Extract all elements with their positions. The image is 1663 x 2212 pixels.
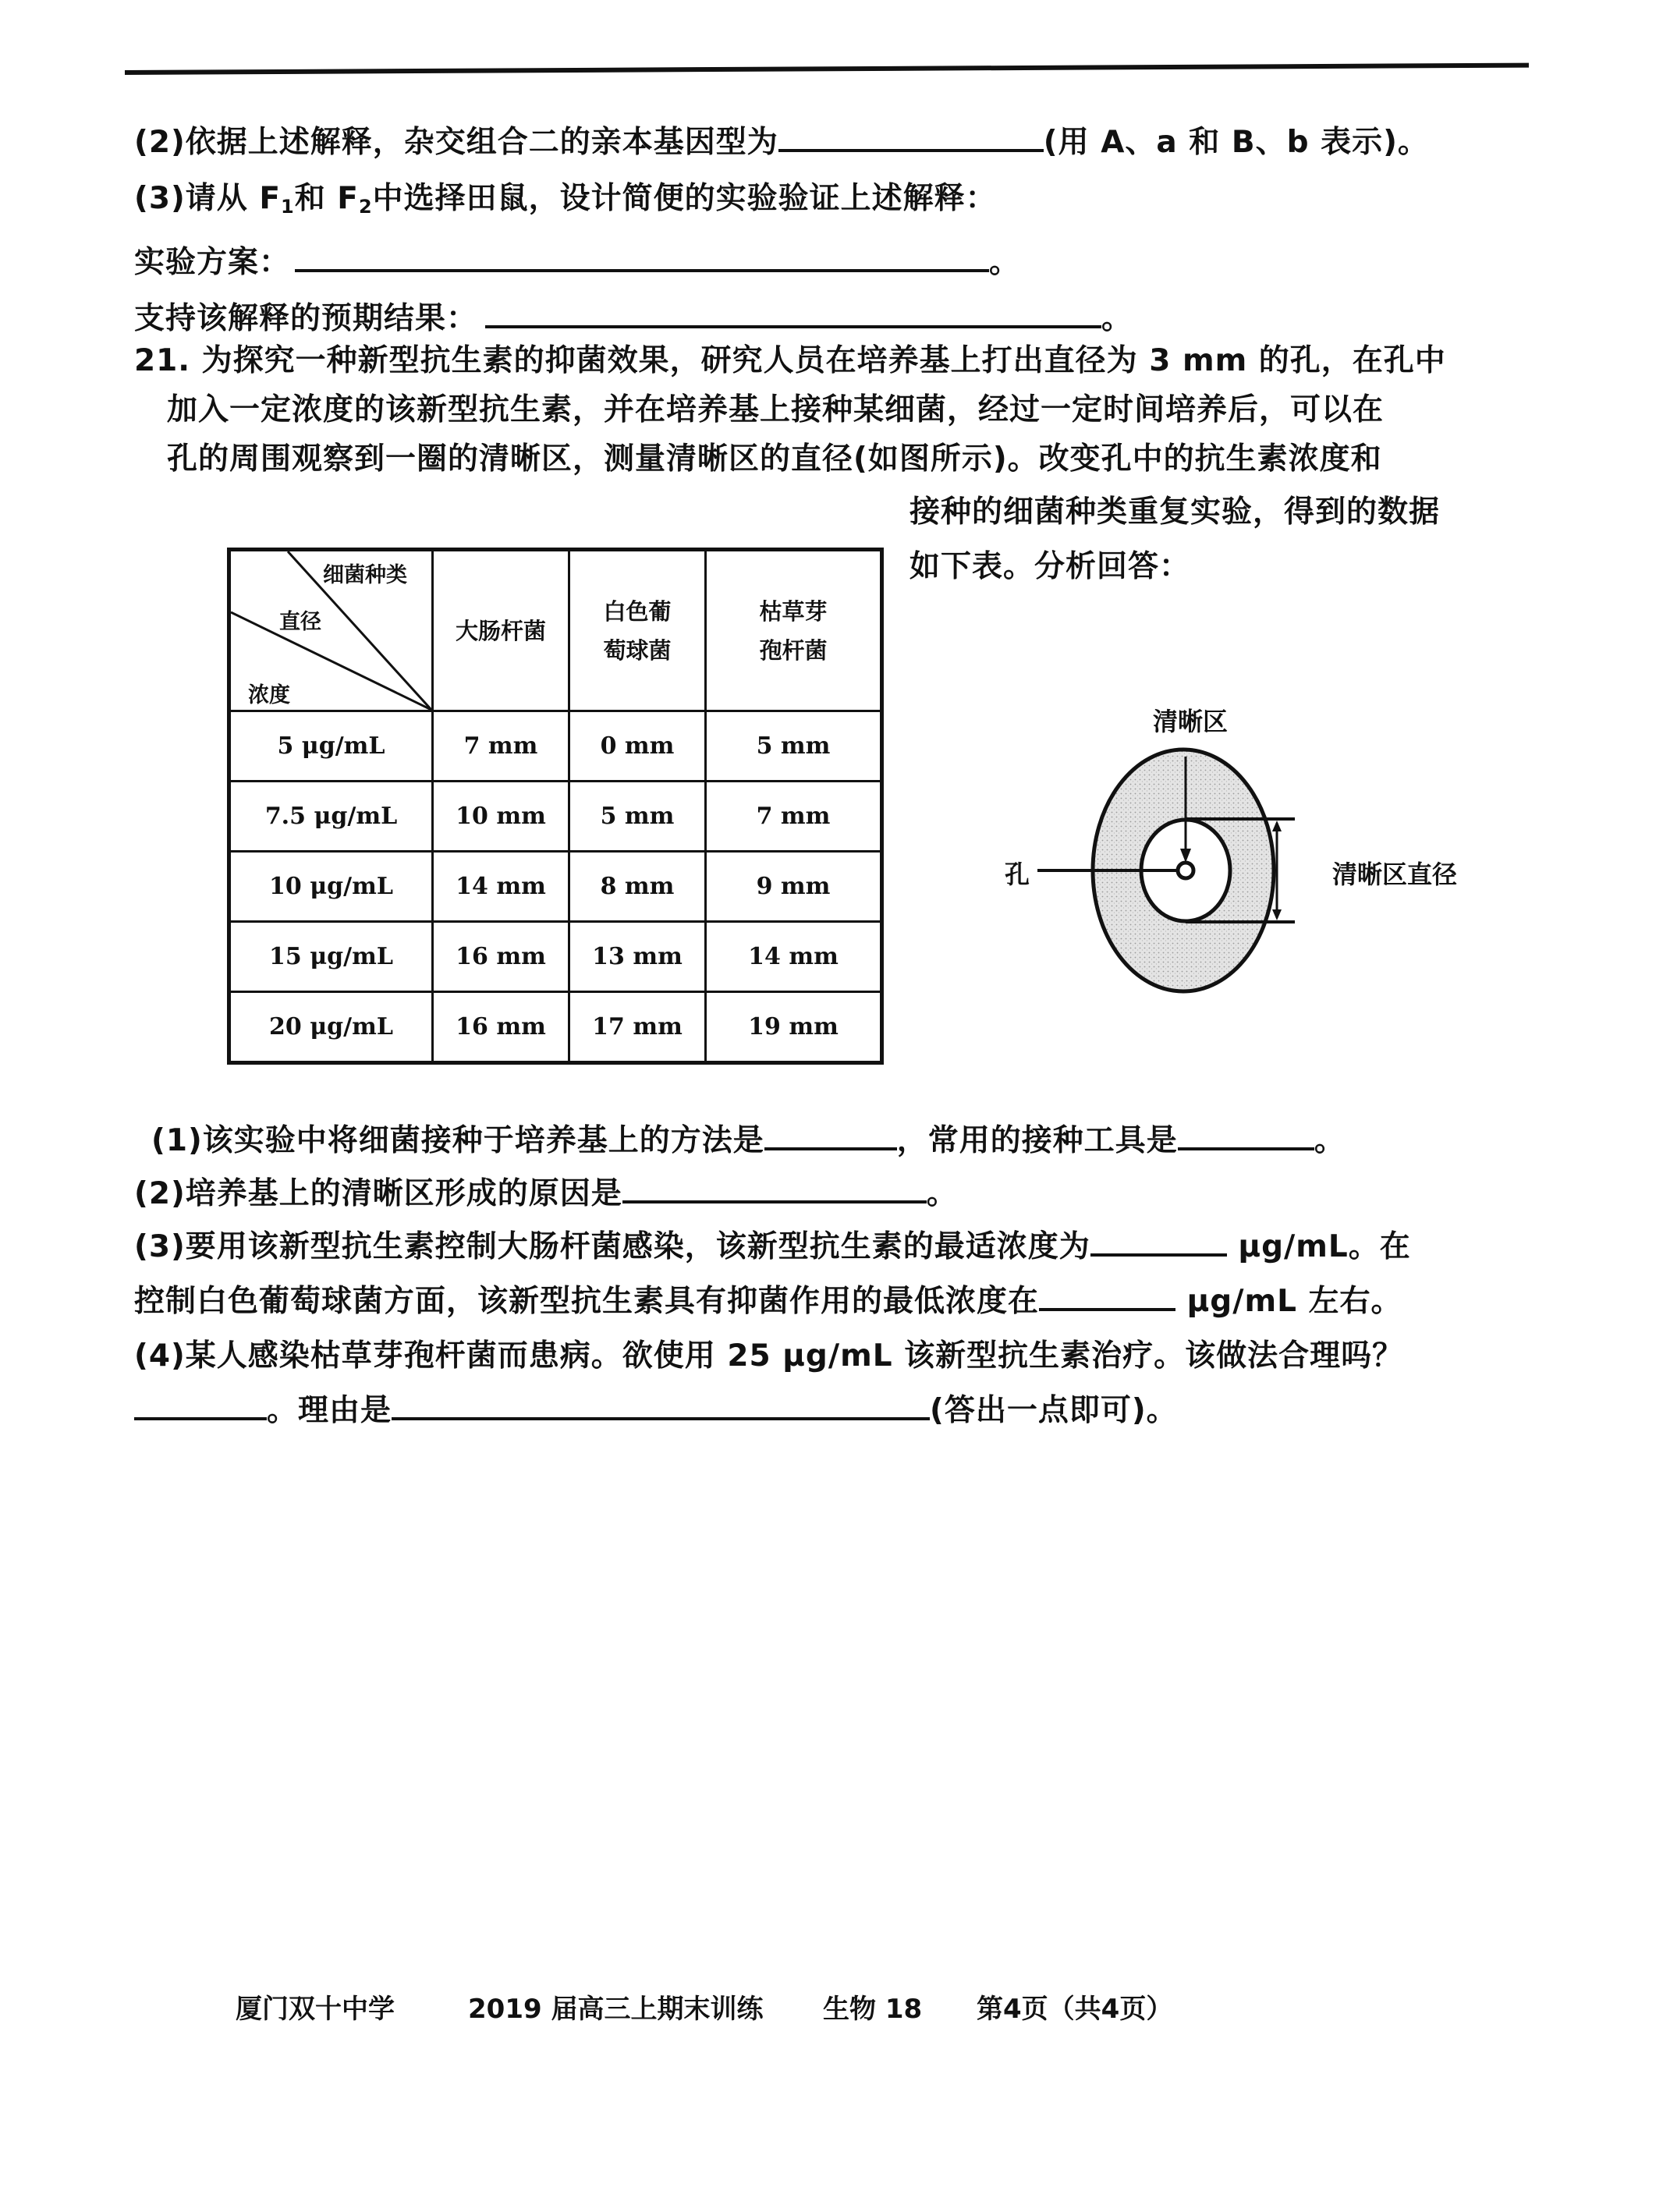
q21-sub1-text: (1)该实验中将细菌接种于培养基上的方法是 — [151, 1123, 764, 1158]
period: 。 — [1314, 1123, 1346, 1158]
answer-blank[interactable] — [1090, 1230, 1227, 1257]
table-header-row — [229, 550, 882, 711]
table-cell: 19 mm — [706, 992, 882, 1063]
table-cell: 5 mm — [569, 782, 706, 852]
table-cell: 9 mm — [706, 852, 882, 922]
q21-sub3-line1 — [134, 1229, 1411, 1265]
row-concentration: 7.5 μg/mL — [229, 782, 433, 852]
table-corner-cell — [229, 550, 433, 711]
footer-school: 厦门双十中学 — [236, 1994, 395, 2025]
answer-blank[interactable] — [778, 126, 1044, 152]
answer-blank[interactable] — [485, 302, 1101, 328]
q20-part3-suffix: 中选择田鼠，设计简便的实验验证上述解释： — [372, 181, 997, 216]
table-cell: 14 mm — [706, 922, 882, 992]
column-header — [706, 550, 882, 711]
footer-subject: 生物 18 — [823, 1994, 923, 2025]
q21-intro-line: 孔的周围观察到一圈的清晰区，测量清晰区的直径(如图所示)。改变孔中的抗生素浓度和 — [167, 441, 1382, 477]
table-row — [229, 852, 882, 922]
row-concentration: 15 μg/mL — [229, 922, 433, 992]
label-clear-zone: 清晰区 — [1153, 707, 1229, 736]
column-header-line: 白色葡 — [603, 597, 672, 625]
corner-label-concentration: 浓度 — [248, 683, 290, 707]
footer-page-number: 第4页（共4页） — [977, 1994, 1173, 2025]
footer-exam: 2019 届高三上期末训练 — [468, 1994, 764, 2025]
table-cell: 16 mm — [433, 922, 569, 992]
period: 。 — [926, 1176, 958, 1211]
q21-sub1 — [151, 1123, 1346, 1159]
answer-blank[interactable] — [295, 246, 989, 272]
result-label: 支持该解释的预期结果： — [134, 301, 478, 336]
row-concentration: 5 μg/mL — [229, 711, 433, 782]
q21-sub3-text: (3)要用该新型抗生素控制大肠杆菌感染，该新型抗生素的最适浓度为 — [134, 1229, 1090, 1264]
table-cell: 0 mm — [569, 711, 706, 782]
hole-circle — [1178, 863, 1193, 878]
table-cell: 16 mm — [433, 992, 569, 1063]
answer-blank[interactable] — [764, 1124, 897, 1150]
table-row — [229, 782, 882, 852]
q20-plan — [134, 245, 1020, 281]
answer-blank[interactable] — [1039, 1285, 1175, 1311]
answer-blank[interactable] — [392, 1394, 930, 1420]
data-table — [227, 548, 884, 1065]
table-cell: 7 mm — [433, 711, 569, 782]
q21-sub3-line2 — [134, 1284, 1402, 1320]
answer-blank[interactable] — [134, 1394, 267, 1420]
q20-part2-suffix: (用 A、a 和 B、b 表示)。 — [1043, 125, 1429, 160]
q21-sub2-text: (2)培养基上的清晰区形成的原因是 — [134, 1176, 622, 1211]
column-header-line: 萄球菌 — [603, 636, 672, 664]
row-concentration: 10 μg/mL — [229, 852, 433, 922]
table-cell: 8 mm — [569, 852, 706, 922]
label-hole: 孔 — [1005, 860, 1030, 889]
q21-sub3-unit2: μg/mL 左右。 — [1175, 1284, 1402, 1319]
q21-intro-line: 接种的细菌种类重复实验，得到的数据 — [910, 495, 1441, 530]
subscript: 1 — [281, 196, 295, 218]
table-cell: 7 mm — [706, 782, 882, 852]
table-row — [229, 711, 882, 782]
q21-intro-line: 21. 为探究一种新型抗生素的抑菌效果，研究人员在培养基上打出直径为 3 mm 的孔，在孔中 — [134, 343, 1446, 378]
q20-part3 — [134, 181, 997, 225]
answer-blank[interactable] — [1178, 1124, 1314, 1150]
table-cell: 13 mm — [569, 922, 706, 992]
q21-sub4-reason-label: 。理由是 — [267, 1393, 392, 1428]
q21-intro-line: 如下表。分析回答： — [910, 549, 1191, 584]
q21-sub4-hint: (答出一点即可)。 — [930, 1393, 1178, 1428]
column-header — [433, 550, 569, 711]
inhibition-zone-figure — [998, 694, 1482, 1006]
subscript: 2 — [358, 196, 373, 218]
answer-blank[interactable] — [622, 1177, 927, 1203]
corner-label-bacteria: 细菌种类 — [323, 563, 407, 587]
q21-sub4-line2 — [134, 1393, 1178, 1429]
period: 。 — [989, 245, 1021, 280]
column-header-line: 枯草芽 — [759, 597, 828, 625]
q20-part3-text: (3)请从 F — [134, 181, 282, 216]
header-rule — [125, 63, 1529, 75]
column-header-line: 大肠杆菌 — [455, 617, 546, 644]
zone-diagram — [998, 694, 1482, 1006]
table-cell: 17 mm — [569, 992, 706, 1063]
q21-sub3-text2: 控制白色葡萄球菌方面，该新型抗生素具有抑菌作用的最低浓度在 — [134, 1284, 1040, 1319]
table-row — [229, 922, 882, 992]
corner-label-diameter: 直径 — [279, 610, 321, 634]
q21-sub3-unit: μg/mL。在 — [1226, 1229, 1411, 1264]
q21-sub2 — [134, 1176, 958, 1212]
period: 。 — [1101, 301, 1133, 336]
q21-sub1-text2: ，常用的接种工具是 — [896, 1123, 1178, 1158]
q20-result — [134, 301, 1133, 337]
plan-label: 实验方案： — [134, 245, 291, 280]
q20-part3-mid: 和 F — [294, 181, 359, 216]
q20-part2 — [134, 125, 1429, 161]
q21-intro-line: 加入一定浓度的该新型抗生素，并在培养基上接种某细菌，经过一定时间培养后，可以在 — [167, 392, 1385, 427]
label-clear-zone-diameter: 清晰区直径 — [1332, 860, 1458, 889]
column-header-line: 孢杆菌 — [759, 636, 828, 664]
table-cell: 10 mm — [433, 782, 569, 852]
q20-part2-text: (2)依据上述解释，杂交组合二的亲本基因型为 — [134, 125, 778, 160]
table-cell: 14 mm — [433, 852, 569, 922]
q21-sub4-text: (4)某人感染枯草芽孢杆菌而患病。欲使用 25 μg/mL 该新型抗生素治疗。该做法合理吗？ — [134, 1338, 1404, 1374]
row-concentration: 20 μg/mL — [229, 992, 433, 1063]
table-cell: 5 mm — [706, 711, 882, 782]
table-row — [229, 992, 882, 1063]
column-header — [569, 550, 706, 711]
